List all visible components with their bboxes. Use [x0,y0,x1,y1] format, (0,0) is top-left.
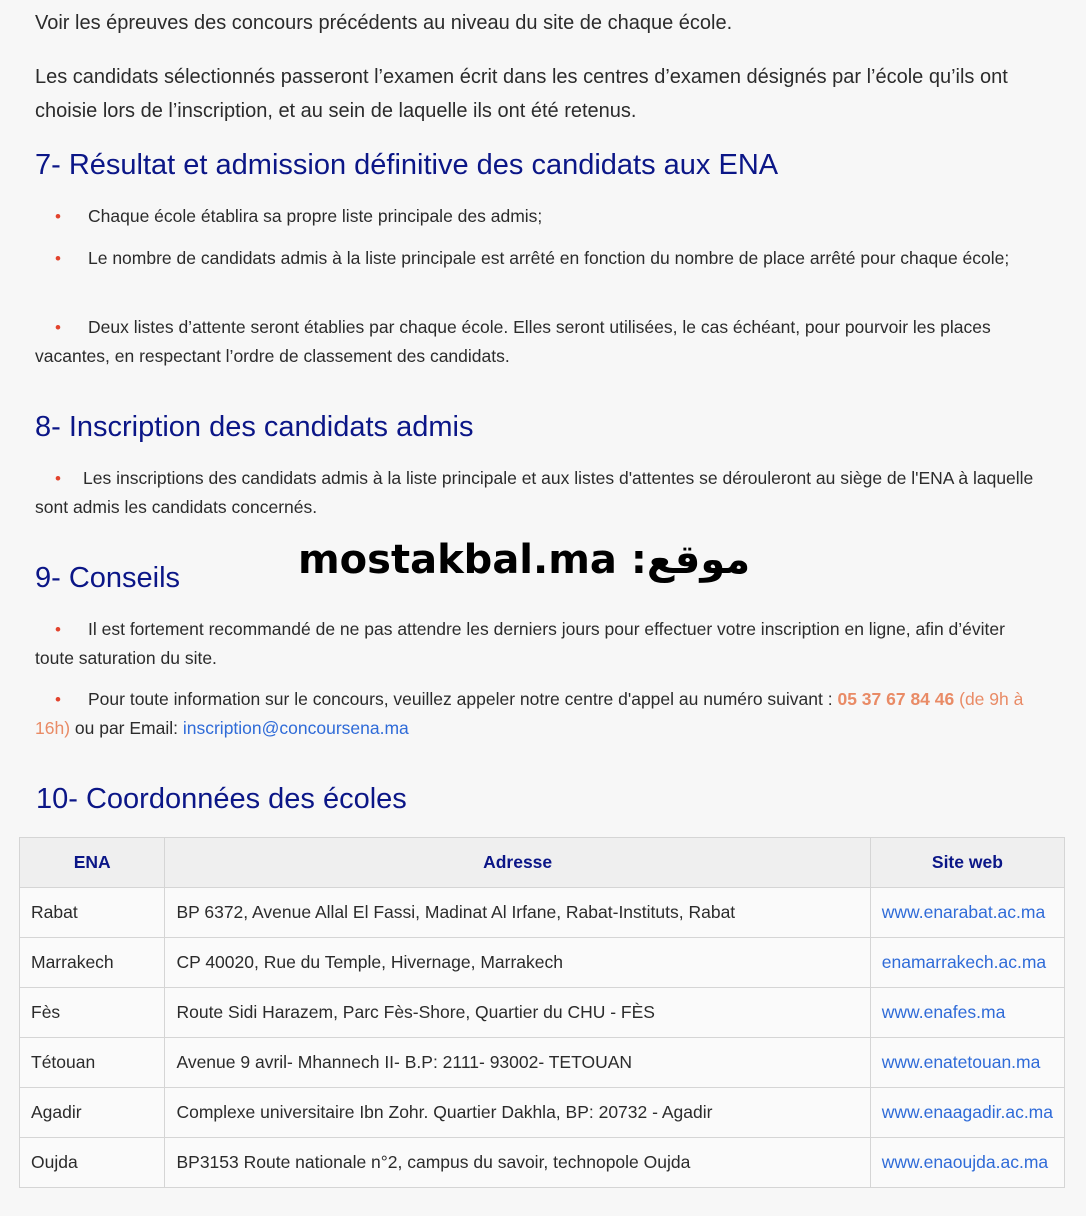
table-row [20,988,1065,1038]
school-name: Rabat [20,888,165,938]
intro-paragraph-2: Les candidats sélectionnés passeront l’examen écrit dans les centres d’examen désignés par l’école qu’ils ont choisie lors de l’inscription, et au sein de laquelle ils ont été retenus. [35,66,1008,122]
section-7-bullet-3: • Deux listes d’attente seront établies par chaque école. Elles seront utilisées, le cas échéant, pour pourvoir les places vacantes, en respectant l’ordre de classement des candidats. [35,313,1047,370]
section-10-title: 10- Coordonnées des écoles [36,783,407,815]
school-website-link[interactable]: enamarrakech.ac.ma [870,938,1064,988]
bullet-icon: • [55,690,61,709]
school-website-link[interactable]: www.enafes.ma [870,988,1064,1038]
section-9-bullet-1: • Il est fortement recommandé de ne pas attendre les derniers jours pour effectuer votre inscription en ligne, afin d’éviter toute saturation du site. [35,615,1047,672]
column-header-adresse: Adresse [165,838,870,888]
schools-table [19,837,1065,1188]
table-row [20,1138,1065,1188]
table-row [20,1038,1065,1088]
bullet-icon: • [55,620,61,639]
phone-number[interactable]: 05 37 67 84 46 [837,689,955,709]
school-website-link[interactable]: www.enatetouan.ma [870,1038,1064,1088]
school-name: Fès [20,988,165,1038]
school-address: Complexe universitaire Ibn Zohr. Quartier Dakhla, BP: 20732 - Agadir [165,1088,870,1138]
school-website-link[interactable]: www.enarabat.ac.ma [870,888,1064,938]
section-9-title: 9- Conseils [35,562,181,594]
email-link[interactable]: inscription@concoursena.ma [182,718,409,738]
section-8-bullet-1: • Les inscriptions des candidats admis à la liste principale et aux listes d'attentes se dérouleront au siège de l'ENA à laquelle sont admis les candidats concernés. [35,464,1047,521]
section-7-title: 7- Résultat et admission définitive des candidats aux ENA [35,149,779,181]
bullet-icon: • [55,469,61,488]
school-name: Agadir [20,1088,165,1138]
bullet-icon: • [55,249,61,268]
school-name: Oujda [20,1138,165,1188]
section-7-bullet-2: • Le nombre de candidats admis à la liste principale est arrêté en fonction du nombre de place arrêté pour chaque école; [35,244,1047,273]
school-address: CP 40020, Rue du Temple, Hivernage, Marrakech [165,938,870,988]
column-header-ena: ENA [20,838,165,888]
school-address: Avenue 9 avril- Mhannech II- B.P: 2111- 93002- TETOUAN [165,1038,870,1088]
school-address: Route Sidi Harazem, Parc Fès-Shore, Quartier du CHU - FÈS [165,988,870,1038]
table-row [20,888,1065,938]
bullet-icon: • [55,207,61,226]
intro-paragraph-1: Voir les épreuves des concours précédents au niveau du site de chaque école. [35,12,733,34]
bullet-icon: • [55,318,61,337]
school-address: BP 6372, Avenue Allal El Fassi, Madinat Al Irfane, Rabat-Instituts, Rabat [165,888,870,938]
school-name: Marrakech [20,938,165,988]
section-9-bullet-2: • Pour toute information sur le concours, veuillez appeler notre centre d'appel au numéro suivant : 05 37 67 84 46 (de 9h à 16h) ou par Email: inscription@concoursena.ma [35,685,1047,742]
school-website-link[interactable]: www.enaoujda.ac.ma [870,1138,1064,1188]
table-row [20,1088,1065,1138]
table-row [20,938,1065,988]
school-website-link[interactable]: www.enaagadir.ac.ma [870,1088,1064,1138]
phone-hours: (de 9h à 16h) [35,689,1024,738]
table-header-row [20,838,1065,888]
section-7-bullet-1: • Chaque école établira sa propre liste principale des admis; [35,202,1047,231]
column-header-site-web: Site web [870,838,1064,888]
section-8-title: 8- Inscription des candidats admis [35,411,474,443]
school-address: BP3153 Route nationale n°2, campus du savoir, technopole Oujda [165,1138,870,1188]
school-name: Tétouan [20,1038,165,1088]
watermark: mostakbal.ma :موقع [298,537,751,583]
